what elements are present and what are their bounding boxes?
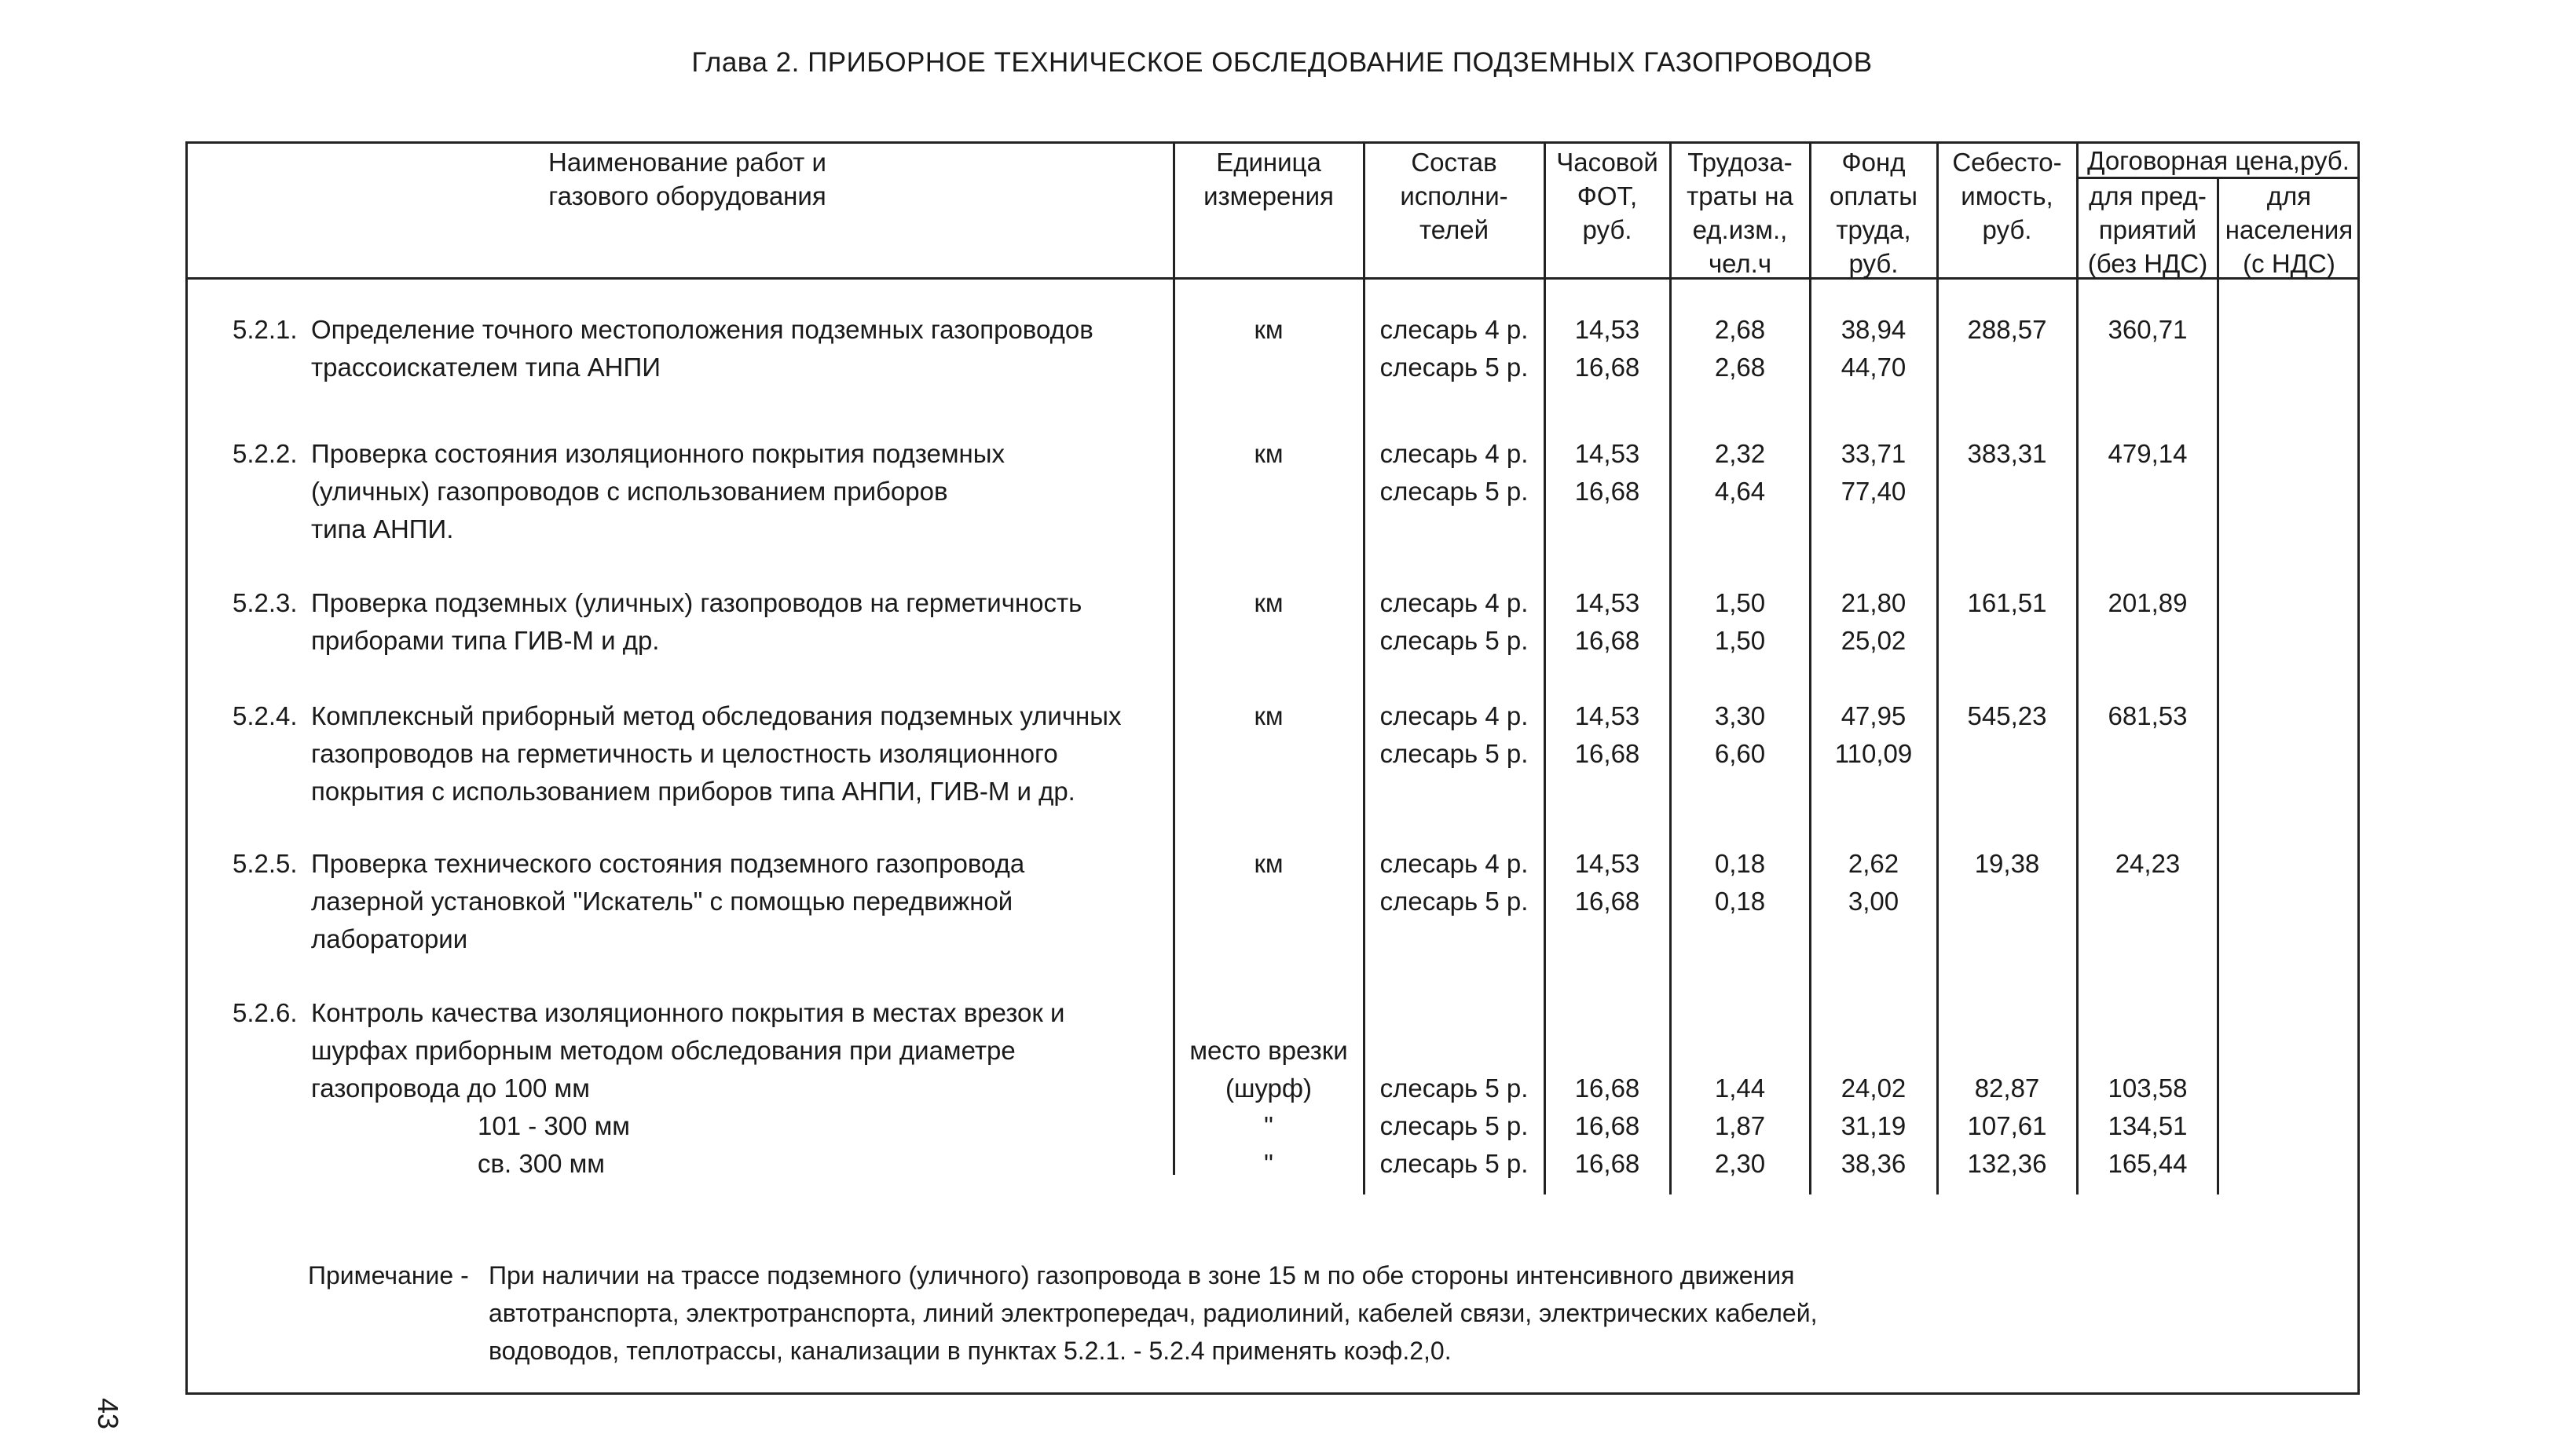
item-number: 5.2.4. xyxy=(233,701,298,730)
cost-value: 82,87 xyxy=(1974,1074,2040,1103)
item-description: лаборатории xyxy=(311,924,468,953)
labor-value: 2,30 xyxy=(1714,1149,1766,1178)
fund-value: 33,71 xyxy=(1841,439,1907,468)
labor-value: 2,68 xyxy=(1714,315,1766,344)
price-enterprise-value: 24,23 xyxy=(2115,849,2181,878)
fund-value: 25,02 xyxy=(1841,626,1907,655)
item-number: 5.2.1. xyxy=(233,315,298,344)
staff-value: слесарь 5 р. xyxy=(1379,626,1529,655)
labor-value: 2,32 xyxy=(1714,439,1766,468)
labor-value: 6,60 xyxy=(1714,739,1766,768)
fund-value: 2,62 xyxy=(1848,849,1899,878)
hourly-value: 14,53 xyxy=(1574,439,1640,468)
unit-value: (шурф) xyxy=(1225,1074,1313,1103)
hourly-value: 16,68 xyxy=(1574,353,1640,382)
labor-value: 1,50 xyxy=(1714,626,1766,655)
item-number: 5.2.6. xyxy=(233,998,298,1027)
item-number: 5.2.5. xyxy=(233,849,298,878)
staff-value: слесарь 5 р. xyxy=(1379,887,1529,916)
note-text: При наличии на трассе подземного (уличного) газопровода в зоне 15 м по обе стороны интенсивного движения xyxy=(489,1261,1795,1290)
labor-value: 3,30 xyxy=(1714,701,1766,730)
staff-value: слесарь 5 р. xyxy=(1379,477,1529,506)
note-text: водоводов, теплотрассы, канализации в пунктах 5.2.1. - 5.2.4 применять коэф.2,0. xyxy=(489,1337,1452,1365)
item-subrange: св. 300 мм xyxy=(478,1149,605,1178)
fund-value: 110,09 xyxy=(1834,739,1913,768)
item-number: 5.2.2. xyxy=(233,439,298,468)
header-bottom-line xyxy=(185,277,2360,280)
unit-value: км xyxy=(1254,588,1284,617)
header-contract-enterprise: для пред- приятий (без НДС) xyxy=(2087,181,2208,278)
fund-value: 44,70 xyxy=(1841,353,1907,382)
staff-value: слесарь 5 р. xyxy=(1379,353,1529,382)
cost-value: 19,38 xyxy=(1974,849,2040,878)
unit-value: км xyxy=(1254,849,1284,878)
staff-value: слесарь 4 р. xyxy=(1379,701,1529,730)
price-enterprise-value: 201,89 xyxy=(2108,588,2188,617)
hourly-value: 14,53 xyxy=(1574,315,1640,344)
hourly-value: 16,68 xyxy=(1574,1111,1640,1140)
cost-value: 132,36 xyxy=(1967,1149,2047,1178)
staff-value: слесарь 5 р. xyxy=(1379,1149,1529,1178)
fund-value: 38,36 xyxy=(1841,1149,1907,1178)
header-unit: Единица измерения xyxy=(1203,148,1334,210)
note-text: автотранспорта, электротранспорта, линий электропередач, радиолиний, кабелей связи, электрических кабелей, xyxy=(489,1299,1818,1327)
labor-value: 0,18 xyxy=(1714,849,1766,878)
staff-value: слесарь 4 р. xyxy=(1379,315,1529,344)
header-staff: Состав исполни- телей xyxy=(1400,148,1508,244)
unit-value: место врезки xyxy=(1189,1036,1348,1065)
item-description: Проверка состояния изоляционного покрытия подземных xyxy=(311,439,1005,468)
staff-value: слесарь 4 р. xyxy=(1379,588,1529,617)
price-enterprise-value: 681,53 xyxy=(2108,701,2188,730)
price-enterprise-value: 360,71 xyxy=(2108,315,2188,344)
labor-value: 1,44 xyxy=(1714,1074,1766,1103)
staff-value: слесарь 4 р. xyxy=(1379,439,1529,468)
labor-value: 1,50 xyxy=(1714,588,1766,617)
hourly-value: 16,68 xyxy=(1574,1149,1640,1178)
header-cost: Себесто- имость, руб. xyxy=(1952,148,2062,244)
cost-value: 288,57 xyxy=(1967,315,2047,344)
item-description: газопроводов на герметичность и целостность изоляционного xyxy=(311,739,1058,768)
item-description: Комплексный приборный метод обследования подземных уличных xyxy=(311,701,1122,730)
unit-value: км xyxy=(1254,701,1284,730)
page-title: Глава 2. ПРИБОРНОЕ ТЕХНИЧЕСКОЕ ОБСЛЕДОВАНИЕ ПОДЗЕМНЫХ ГАЗОПРОВОДОВ xyxy=(691,47,1873,78)
body-separator xyxy=(2217,280,2219,1194)
body-separator xyxy=(1936,280,1939,1194)
hourly-value: 16,68 xyxy=(1574,477,1640,506)
item-description: Проверка подземных (уличных) газопроводов на герметичность xyxy=(311,588,1082,617)
item-description: трассоискателем типа АНПИ xyxy=(311,353,661,382)
cost-value: 161,51 xyxy=(1967,588,2047,617)
body-separator xyxy=(2076,280,2079,1194)
item-subrange: 101 - 300 мм xyxy=(478,1111,630,1140)
unit-ditto: " xyxy=(1264,1149,1273,1178)
hourly-value: 14,53 xyxy=(1574,588,1640,617)
unit-value: км xyxy=(1254,439,1284,468)
item-description: Проверка технического состояния подземного газопровода xyxy=(311,849,1025,878)
staff-value: слесарь 5 р. xyxy=(1379,1074,1529,1103)
price-enterprise-value: 103,58 xyxy=(2108,1074,2188,1103)
hourly-value: 14,53 xyxy=(1574,701,1640,730)
header-contract-population: для населения (с НДС) xyxy=(2225,181,2353,278)
staff-value: слесарь 4 р. xyxy=(1379,849,1529,878)
cost-value: 107,61 xyxy=(1967,1111,2047,1140)
item-description: типа АНПИ. xyxy=(311,514,454,543)
item-description: газопровода до 100 мм xyxy=(311,1074,590,1103)
hourly-value: 16,68 xyxy=(1574,626,1640,655)
note-label: Примечание - xyxy=(308,1261,469,1290)
hourly-value: 16,68 xyxy=(1574,739,1640,768)
item-number: 5.2.3. xyxy=(233,588,298,617)
header-fund: Фонд оплаты труда, руб. xyxy=(1830,148,1918,278)
hourly-value: 16,68 xyxy=(1574,887,1640,916)
hourly-value: 14,53 xyxy=(1574,849,1640,878)
item-description: шурфах приборным методом обследования при диаметре xyxy=(311,1036,1016,1065)
header-contract: Договорная цена,руб. xyxy=(2087,146,2350,175)
page-number: 43 xyxy=(92,1398,124,1430)
labor-value: 1,87 xyxy=(1714,1111,1766,1140)
header-labor: Трудоза- траты на ед.изм., чел.ч xyxy=(1687,148,1793,278)
price-enterprise-value: 134,51 xyxy=(2108,1111,2188,1140)
item-description: Контроль качества изоляционного покрытия в местах врезок и xyxy=(311,998,1065,1027)
fund-value: 3,00 xyxy=(1848,887,1899,916)
fund-value: 21,80 xyxy=(1841,588,1907,617)
header-name: Наименование работ и газового оборудования xyxy=(548,148,826,210)
item-description: приборами типа ГИВ-М и др. xyxy=(311,626,660,655)
fund-value: 31,19 xyxy=(1841,1111,1907,1140)
fund-value: 24,02 xyxy=(1841,1074,1907,1103)
item-description: (уличных) газопроводов с использованием приборов xyxy=(311,477,948,506)
item-description: лазерной установкой "Искатель" с помощью передвижной xyxy=(311,887,1013,916)
labor-value: 0,18 xyxy=(1714,887,1766,916)
labor-value: 2,68 xyxy=(1714,353,1766,382)
cost-value: 383,31 xyxy=(1967,439,2047,468)
unit-ditto: " xyxy=(1264,1111,1273,1140)
unit-value: км xyxy=(1254,315,1284,344)
price-enterprise-value: 479,14 xyxy=(2108,439,2188,468)
header-hourly: Часовой ФОТ, руб. xyxy=(1556,148,1658,244)
item-description: покрытия с использованием приборов типа АНПИ, ГИВ-М и др. xyxy=(311,777,1075,806)
price-enterprise-value: 165,44 xyxy=(2108,1149,2188,1178)
staff-value: слесарь 5 р. xyxy=(1379,1111,1529,1140)
fund-value: 47,95 xyxy=(1841,701,1907,730)
hourly-value: 16,68 xyxy=(1574,1074,1640,1103)
fund-value: 38,94 xyxy=(1841,315,1907,344)
fund-value: 77,40 xyxy=(1841,477,1907,506)
cost-value: 545,23 xyxy=(1967,701,2047,730)
labor-value: 4,64 xyxy=(1714,477,1766,506)
staff-value: слесарь 5 р. xyxy=(1379,739,1529,768)
item-description: Определение точного местоположения подземных газопроводов xyxy=(311,315,1093,344)
